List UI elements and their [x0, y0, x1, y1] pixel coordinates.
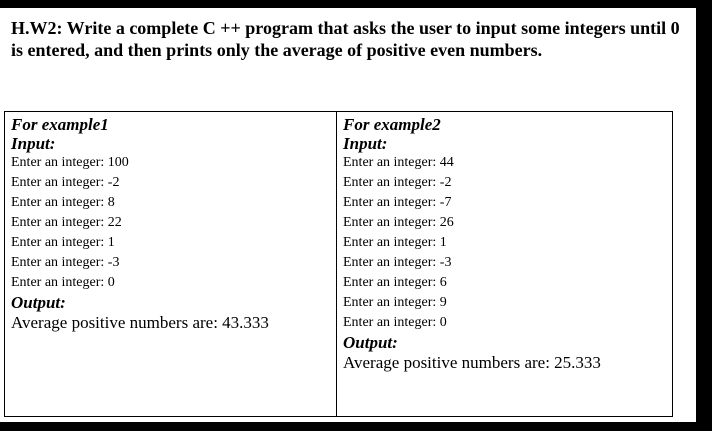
example-1-input-label: Input:	[11, 134, 56, 153]
assignment-heading: H.W2: Write a complete C ++ program that asks the user to input some integers until 0 is entered, and then prints only the average of positive even numbers.	[11, 18, 680, 60]
example-1-output-line: Average positive numbers are: 43.333	[11, 313, 269, 332]
example-2-title: For example2	[343, 115, 441, 134]
example-2-input-line: Enter an integer: 0	[343, 315, 447, 330]
examples-row	[5, 112, 673, 417]
example-1-input-line: Enter an integer: 8	[11, 195, 115, 210]
example-2-cell	[337, 112, 673, 417]
example-1-input-line: Enter an integer: -2	[11, 175, 120, 190]
example-2-output-line: Average positive numbers are: 25.333	[343, 353, 601, 372]
example-2-input-line: Enter an integer: 44	[343, 155, 454, 170]
example-2-input-line: Enter an integer: 26	[343, 215, 454, 230]
example-2-input-line: Enter an integer: -3	[343, 255, 452, 270]
example-1-input-line: Enter an integer: 22	[11, 215, 122, 230]
example-2-input-label: Input:	[343, 134, 388, 153]
example-1-cell	[5, 112, 337, 417]
example-1-input-line: Enter an integer: -3	[11, 255, 120, 270]
example-2-input-line: Enter an integer: -2	[343, 175, 452, 190]
example-2-input-line: Enter an integer: -7	[343, 195, 452, 210]
example-2-input-line: Enter an integer: 9	[343, 295, 447, 310]
example-1-input-line: Enter an integer: 0	[11, 275, 115, 290]
example-1-title: For example1	[11, 115, 109, 134]
example-1-input-line: Enter an integer: 100	[11, 155, 129, 170]
examples-table	[4, 111, 673, 417]
document-sheet	[0, 8, 696, 422]
example-1-input-line: Enter an integer: 1	[11, 235, 115, 250]
example-2-input-line: Enter an integer: 1	[343, 235, 447, 250]
example-1-output-label: Output:	[11, 293, 66, 312]
example-2-input-line: Enter an integer: 6	[343, 275, 447, 290]
example-2-output-label: Output:	[343, 333, 398, 352]
